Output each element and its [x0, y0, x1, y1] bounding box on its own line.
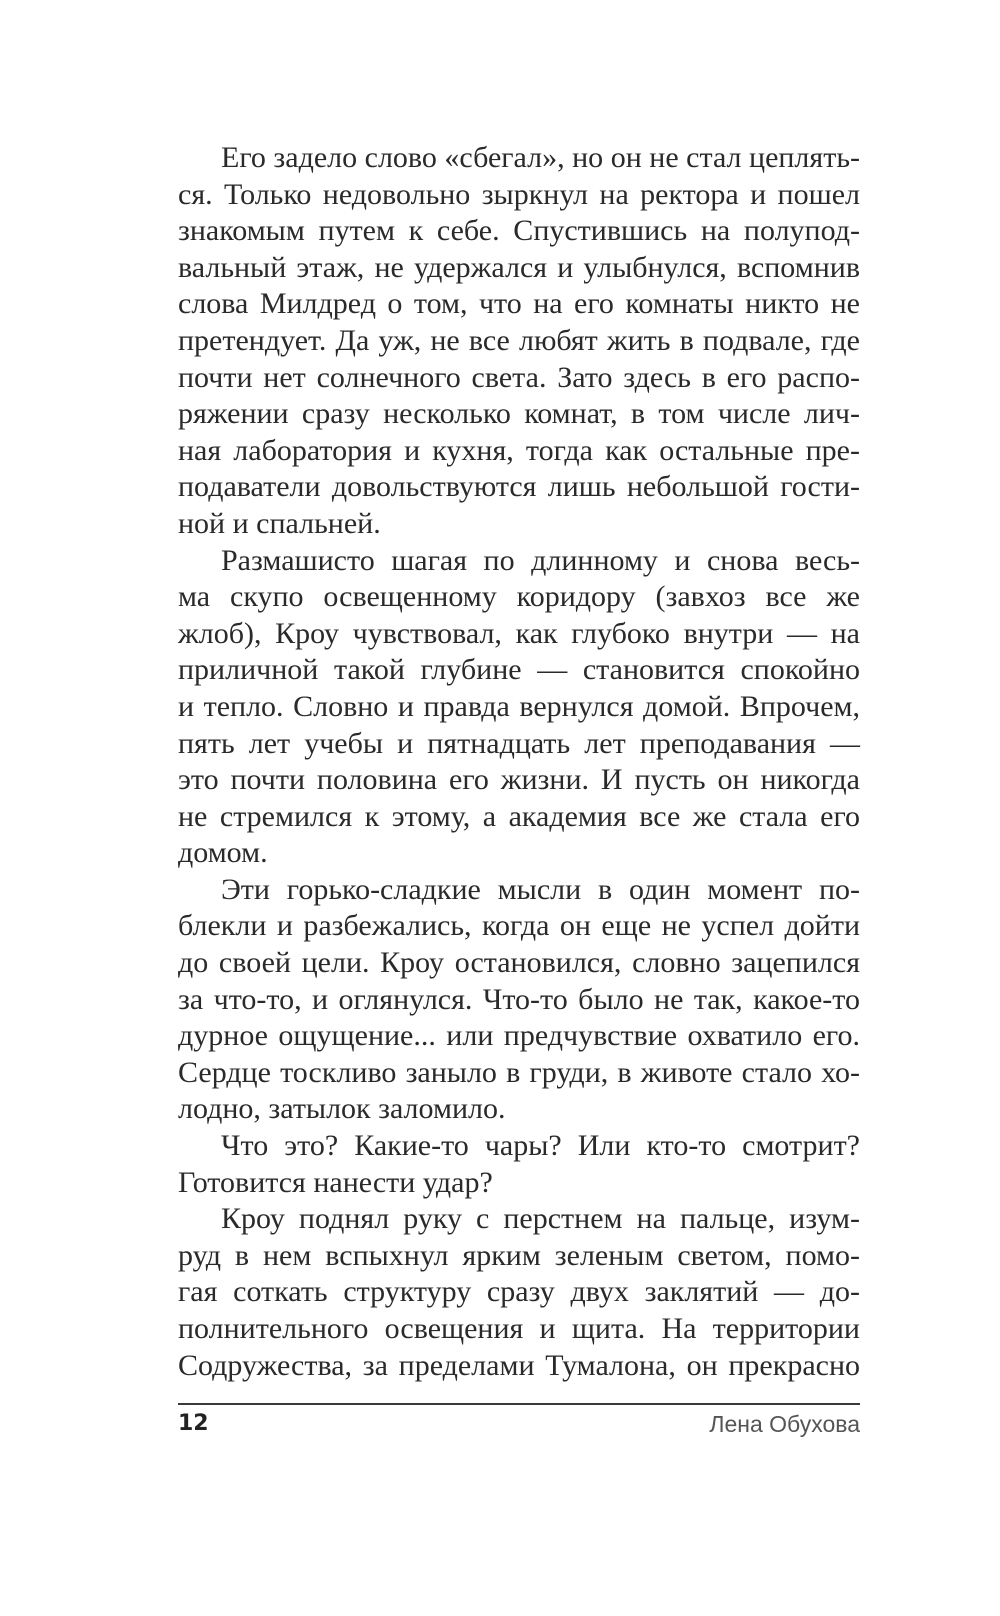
- text-line: Его задело слово «сбегал», но он не стал цеплять-: [221, 141, 860, 174]
- text-line: вальный этаж, не удержался и улыбнулся, вспомнив: [178, 250, 860, 284]
- text-line: претендует. Да уж, не все любят жить в подвале, где: [178, 323, 860, 357]
- text-line: ная лаборатория и кухня, тогда как остальные пре-: [178, 433, 860, 467]
- text-line: Сердце тоскливо заныло в груди, в животе стало хо-: [178, 1055, 860, 1089]
- text-line: ма скупо освещенному коридору (завхоз все же: [178, 580, 860, 614]
- text-line: блекли и разбежались, когда он еще не успел дойти: [178, 909, 860, 943]
- page-number: 12: [178, 1411, 209, 1436]
- text-line: не стремился к этому, а академия все же стала его: [178, 799, 860, 833]
- text-line: и тепло. Словно и правда вернулся домой. Впрочем,: [178, 689, 860, 723]
- text-line: ся. Только недовольно зыркнул на ректора и пошел: [178, 177, 860, 211]
- text-line: дурное ощущение... или предчувствие охватило его.: [178, 1019, 860, 1053]
- text-line: за что-то, и оглянулся. Что-то было не так, какое-то: [178, 982, 860, 1016]
- text-line: слова Милдред о том, что на его комнаты никто не: [178, 287, 860, 321]
- text-line: Готовится нанести удар?: [178, 1165, 493, 1199]
- text-line: ряжении сразу несколько комнат, в том числе лич-: [178, 397, 860, 431]
- text-line: домом.: [178, 836, 268, 870]
- running-footer-author: Лена Обухова: [709, 1411, 860, 1437]
- text-line: пять лет учебы и пятнадцать лет преподавания —: [178, 726, 860, 760]
- body-text: [178, 140, 860, 1384]
- text-line: Содружества, за пределами Тумалона, он прекрасно: [178, 1348, 860, 1382]
- text-line: Эти горько-сладкие мысли в один момент по-: [221, 872, 860, 906]
- text-line: полнительного освещения и щита. На территории: [178, 1312, 860, 1345]
- text-line: лодно, затылок заломило.: [178, 1092, 506, 1126]
- text-line: Кроу поднял руку с перстнем на пальце, изум-: [221, 1202, 860, 1236]
- text-line: руд в нем вспыхнул ярким зеленым светом, помо-: [178, 1238, 860, 1272]
- text-line: это почти половина его жизни. И пусть он никогда: [178, 763, 860, 797]
- footer-rule: [178, 1403, 860, 1405]
- text-line: Что это? Какие-то чары? Или кто-то смотрит?: [221, 1129, 860, 1163]
- text-line: жлоб), Кроу чувствовал, как глубоко внутри — на: [178, 616, 860, 650]
- text-line: гая соткать структуру сразу двух заклятий — до-: [178, 1275, 860, 1309]
- text-line: подаватели довольствуются лишь небольшой гости-: [178, 470, 860, 504]
- text-line: до своей цели. Кроу остановился, словно зацепился: [178, 946, 860, 980]
- text-line: почти нет солнечного света. Зато здесь в его распо-: [178, 360, 860, 394]
- text-line: Размашисто шагая по длинному и снова весь-: [221, 543, 860, 577]
- text-line: знакомым путем к себе. Спустившись на полупод-: [178, 214, 860, 248]
- text-line: ной и спальней.: [178, 506, 381, 540]
- text-line: приличной такой глубине — становится спокойно: [178, 653, 860, 687]
